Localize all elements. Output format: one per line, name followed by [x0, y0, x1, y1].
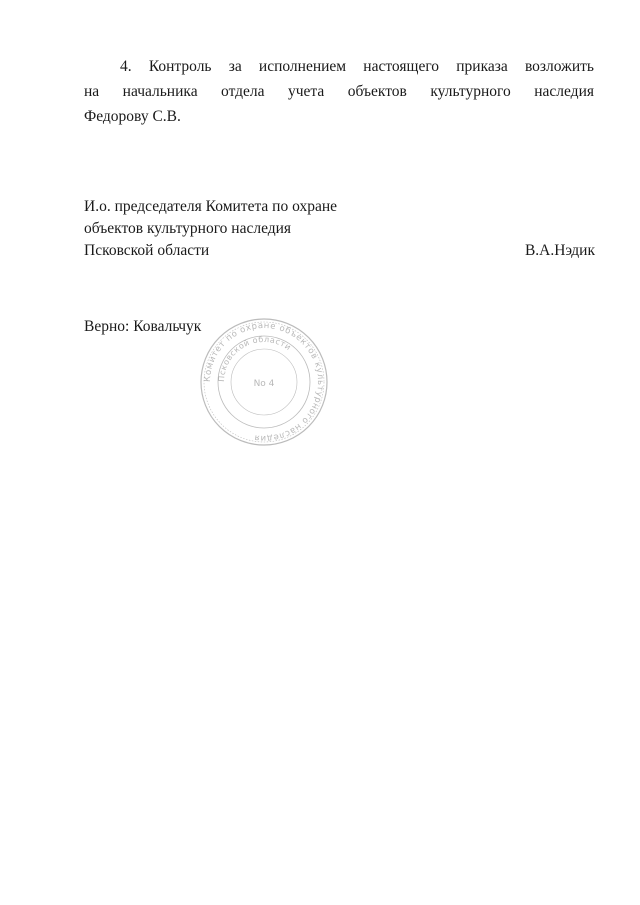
stamp-inner-text: Псковской области	[216, 334, 293, 383]
clause-4-paragraph	[84, 54, 594, 129]
signatory-title-block	[84, 196, 337, 262]
signatory-name: В.А.Нэдик	[524, 242, 595, 259]
certification-line: Верно: Ковальчук	[84, 318, 202, 335]
clause-line-3: Федорову С.В.	[84, 108, 181, 125]
stamp-outer-text: Комитет по охране объектов культурного наследия	[202, 320, 326, 444]
signatory-title-line-2: объектов культурного наследия	[84, 220, 292, 237]
signatory-title-line-3: Псковской области	[84, 242, 210, 259]
signatory-title-line-1: И.о. председателя Комитета по охране	[84, 198, 338, 215]
clause-line-2: на начальника отдела учета объектов культурного наследия	[84, 83, 594, 100]
clause-line-1: 4. Контроль за исполнением настоящего приказа возложить	[120, 58, 594, 75]
stamp-center-text: No 4	[253, 379, 275, 389]
official-seal-stamp-icon	[198, 316, 330, 448]
